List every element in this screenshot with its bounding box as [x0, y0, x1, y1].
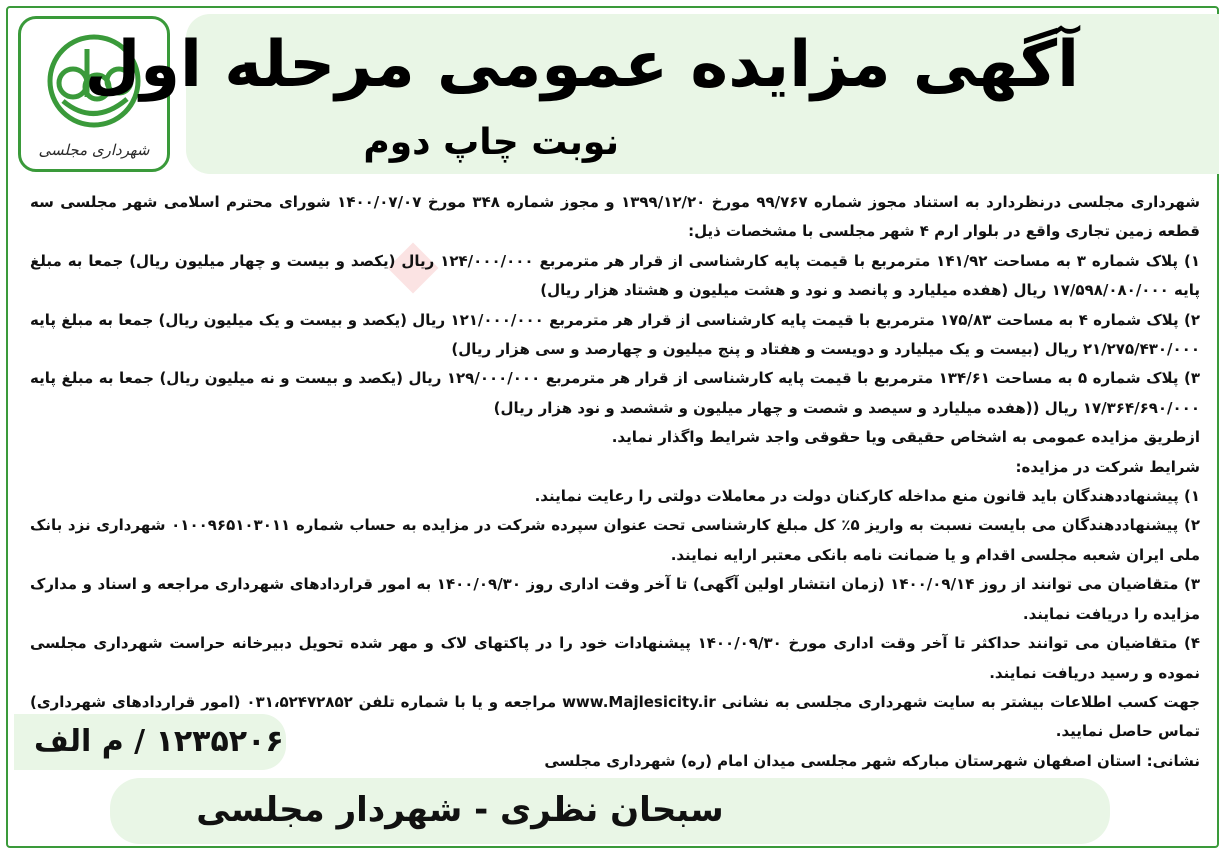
plot-item-1: ۱) پلاک شماره ۳ به مساحت ۱۴۱/۹۲ مترمربع با قیمت پایه کارشناسی از قرار هر مترمربع ۱۲۴/۰۰۰/۰۰۰ ریال (یکصد و بیست و چهار میلیون ریال) جمعا به مبلغ پایه ۱۷/۵۹۸/۰۸۰/۰۰۰ ریال (هفده میلیارد و پانصد و نود و هشت میلیون و هشتاد هزار ریال) [30, 251, 1200, 300]
plot-item-2: ۲) پلاک شماره ۴ به مساحت ۱۷۵/۸۳ مترمربع با قیمت پایه کارشناسی از قرار هر مترمربع ۱۲۱/۰۰۰/۰۰۰ ریال (یکصد و بیست و یک میلیون ریال) جمعا به مبلغ پایه ۲۱/۲۷۵/۴۳۰/۰۰۰ ریال (بیست و یک میلیارد و دویست و هفتاد و پنج میلیون و چهارصد و سی هزار ریال) [30, 310, 1200, 359]
notice-body [30, 188, 1200, 776]
condition-1: ۱) پیشنهاددهندگان باید قانون منع مداخله کارکنان دولت در معاملات دولتی را رعایت نمایند. [534, 487, 1200, 506]
logo-caption: شهرداری مجلسی [38, 141, 150, 159]
condition-2: ۲) پیشنهاددهندگان می بایست نسبت به واریز ۵٪ کل مبلغ کارشناسی تحت عنوان سپرده شرکت در مزایده به حساب شماره ۰۱۰۰۹۶۵۱۰۳۰۱۱ شهرداری نزد بانک ملی ایران شعبه مجلسی اقدام و یا ضمانت نامه بانکی معتبر ارایه نمایند. [30, 516, 1200, 564]
condition-4: ۴) متقاضیان می توانند حداکثر تا آخر وقت اداری مورخ ۱۴۰۰/۰۹/۳۰ پیشنهادات خود را در پاکتهای لاک و مهر شده تحویل دبیرخانه حراست شهرداری مجلسی نموده و رسید دریافت نمایند. [30, 634, 1200, 682]
condition-3: ۳) متقاضیان می توانند از روز ۱۴۰۰/۰۹/۱۴ (زمان انتشار اولین آگهی) تا آخر وقت اداری روز ۱۴۰۰/۰۹/۳۰ به امور قراردادهای شهرداری مراجعه و اسناد و مدارک مزایده را دریافت نمایند. [30, 575, 1200, 623]
signature-line: سبحان نظری - شهردار مجلسی [196, 790, 724, 830]
notice-subtitle: نوبت چاپ دوم [363, 122, 619, 163]
notice-title: آگهی مزایده عمومی مرحله اول [84, 28, 1079, 102]
conditions-heading: شرایط شرکت در مزایده: [1015, 457, 1200, 476]
plot-item-3: ۳) پلاک شماره ۵ به مساحت ۱۳۴/۶۱ مترمربع با قیمت پایه کارشناسی از قرار هر مترمربع ۱۲۹/۰۰۰/۰۰۰ ریال (یکصد و بیست و نه میلیون ریال) جمعا به مبلغ پایه ۱۷/۳۶۴/۶۹۰/۰۰۰ ریال ((هفده میلیارد و سیصد و شصت و چهار میلیون و ششصد و نود هزار ریال) [30, 369, 1200, 417]
transfer-paragraph: ازطریق مزایده عمومی به اشخاص حقیقی ویا حقوقی واجد شرایط واگذار نماید. [611, 428, 1200, 447]
intro-paragraph: شهرداری مجلسی درنظردارد به استناد مجوز شماره ۹۹/۷۶۷ مورخ ۱۳۹۹/۱۲/۲۰ و مجوز شماره ۳۴۸ مورخ ۱۴۰۰/۰۷/۰۷ شورای محترم اسلامی شهر مجلسی سه قطعه زمین تجاری واقع در بلوار ارم ۴ شهر مجلسی با مشخصات ذیل: [30, 193, 1200, 241]
address-line: نشانی: استان اصفهان شهرستان مبارکه شهر مجلسی میدان امام (ره) شهرداری مجلسی [544, 751, 1200, 770]
info-paragraph: جهت کسب اطلاعات بیشتر به سایت شهرداری مجلسی به نشانی www.Majlesicity.ir مراجعه و یا با شماره تلفن ۰۳۱،۵۲۴۷۲۸۵۲ (امور قراردادهای شهرداری) تماس حاصل نمایید. [30, 692, 1200, 741]
reference-number: ۱۲۳۵۲۰۶ / م الف [34, 724, 284, 759]
